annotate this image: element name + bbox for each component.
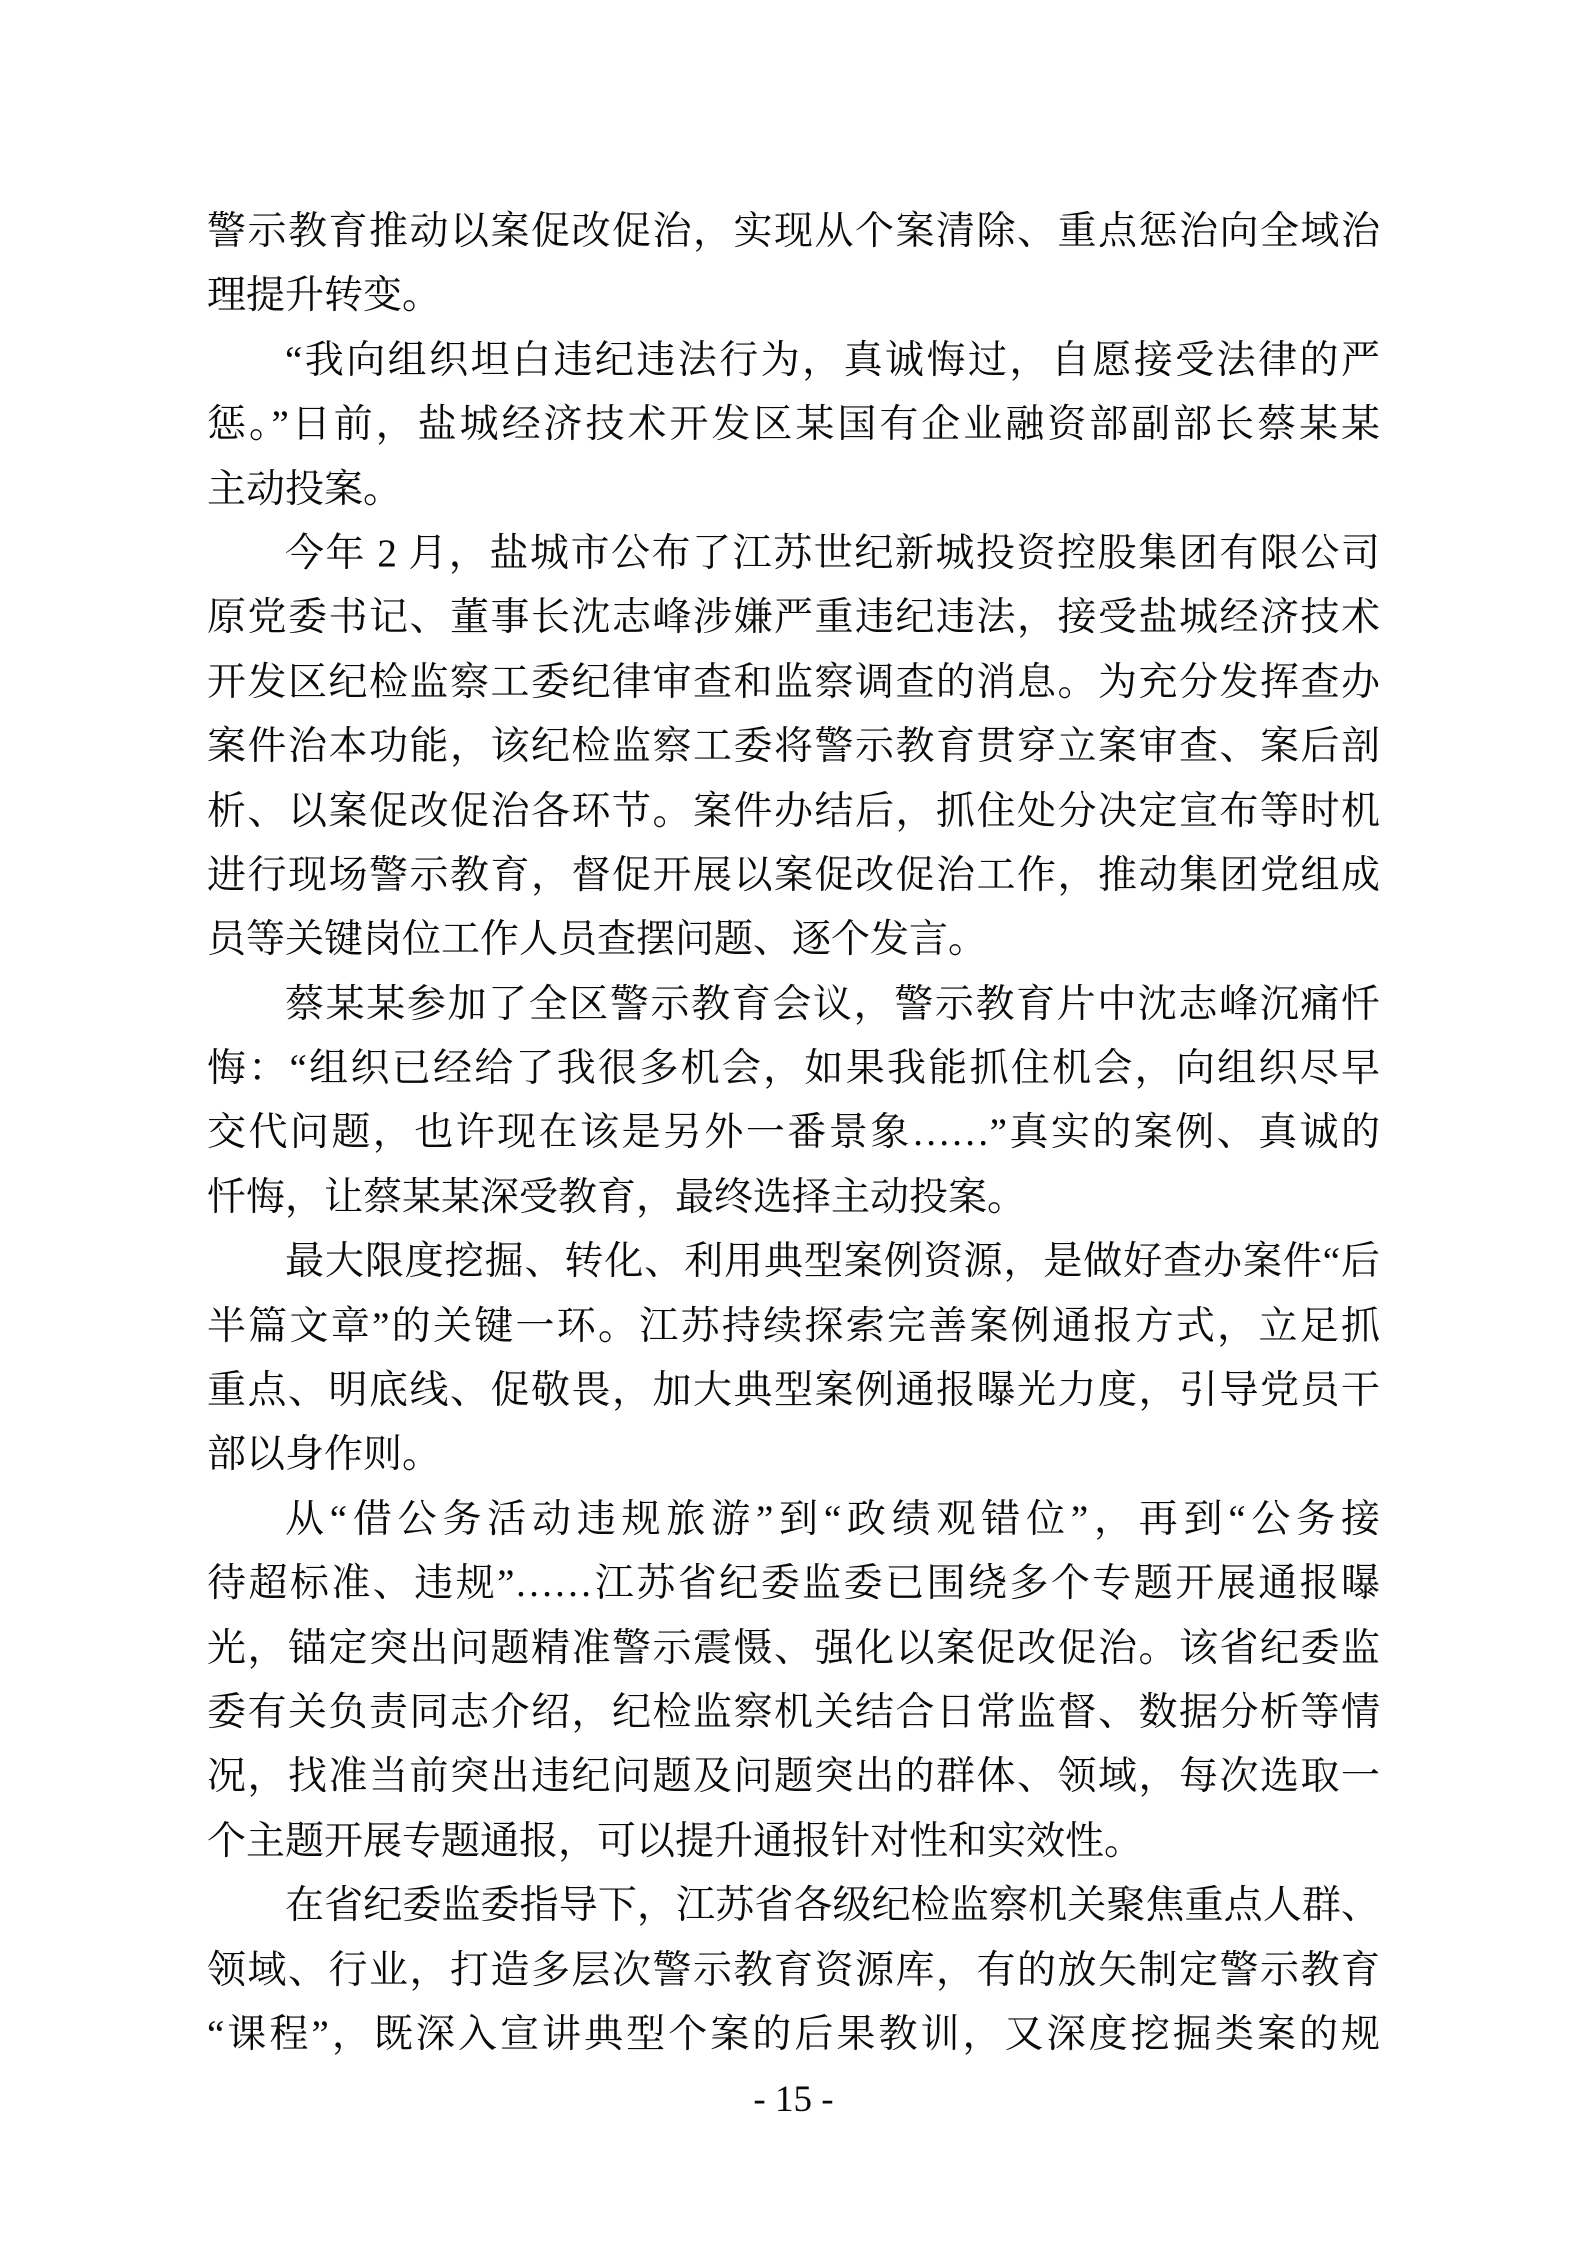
text-line: 蔡某某参加了全区警示教育会议，警示教育片中沈志峰沉痛忏 (285, 982, 1380, 1026)
text-line: 主动投案。 (207, 467, 403, 511)
text-line: 委有关负责同志介绍，纪检监察机关结合日常监督、数据分析等情 (207, 1690, 1380, 1734)
text-line: 惩。”日前，盐城经济技术开发区某国有企业融资部副部长蔡某某 (207, 403, 1380, 447)
page-number: - 15 - (753, 2079, 834, 2120)
text-line: 况，找准当前突出违纪问题及问题突出的群体、领域，每次选取一 (207, 1755, 1380, 1799)
text-line: 原党委书记、董事长沈志峰涉嫌严重违纪违法，接受盐城经济技术 (207, 596, 1380, 640)
text-line: 最大限度挖掘、转化、利用典型案例资源，是做好查办案件“后 (285, 1240, 1380, 1284)
text-line: 员等关键岗位工作人员查摆问题、逐个发言。 (207, 918, 988, 962)
text-line: “我向组织坦白违纪违法行为，真诚悔过，自愿接受法律的严 (285, 338, 1380, 382)
text-line: “课程”，既深入宣讲典型个案的后果教训，又深度挖掘类案的规 (207, 2012, 1380, 2056)
text-line: 案件治本功能，该纪检监察工委将警示教育贯穿立案审查、案后剖 (207, 725, 1380, 769)
text-line: 析、以案促改促治各环节。案件办结后，抓住处分决定宣布等时机 (207, 789, 1380, 833)
text-line: 重点、明底线、促敬畏，加大典型案例通报曝光力度，引导党员干 (207, 1369, 1380, 1413)
text-line: 部以身作则。 (207, 1433, 442, 1477)
text-line: 个主题开展专题通报，可以提升通报针对性和实效性。 (207, 1819, 1144, 1863)
document-body-text (207, 200, 1380, 2067)
text-line: 半篇文章”的关键一环。江苏持续探索完善案例通报方式，立足抓 (207, 1304, 1380, 1348)
text-line: 理提升转变。 (207, 274, 442, 318)
text-line: 光，锚定突出问题精准警示震慑、强化以案促改促治。该省纪委监 (207, 1626, 1380, 1670)
text-line: 在省纪委监委指导下，江苏省各级纪检监察机关聚焦重点人群、 (285, 1884, 1380, 1928)
text-line: 忏悔，让蔡某某深受教育，最终选择主动投案。 (207, 1175, 1027, 1219)
text-line: 悔：“组织已经给了我很多机会，如果我能抓住机会，向组织尽早 (207, 1047, 1380, 1091)
text-line: 今年 2 月，盐城市公布了江苏世纪新城投资控股集团有限公司 (285, 531, 1380, 575)
text-line: 交代问题，也许现在该是另外一番景象……”真实的案例、真诚的 (207, 1111, 1380, 1155)
text-line: 待超标准、违规”……江苏省纪委监委已围绕多个专题开展通报曝 (207, 1562, 1380, 1606)
text-line: 领域、行业，打造多层次警示教育资源库，有的放矢制定警示教育 (207, 1948, 1380, 1992)
text-line: 进行现场警示教育，督促开展以案促改促治工作，推动集团党组成 (207, 853, 1380, 897)
text-line: 警示教育推动以案促改促治，实现从个案清除、重点惩治向全域治 (207, 210, 1380, 253)
text-line: 从“借公务活动违规旅游”到“政绩观错位”，再到“公务接 (285, 1497, 1380, 1541)
text-line: 开发区纪检监察工委纪律审查和监察调查的消息。为充分发挥查办 (207, 660, 1380, 704)
